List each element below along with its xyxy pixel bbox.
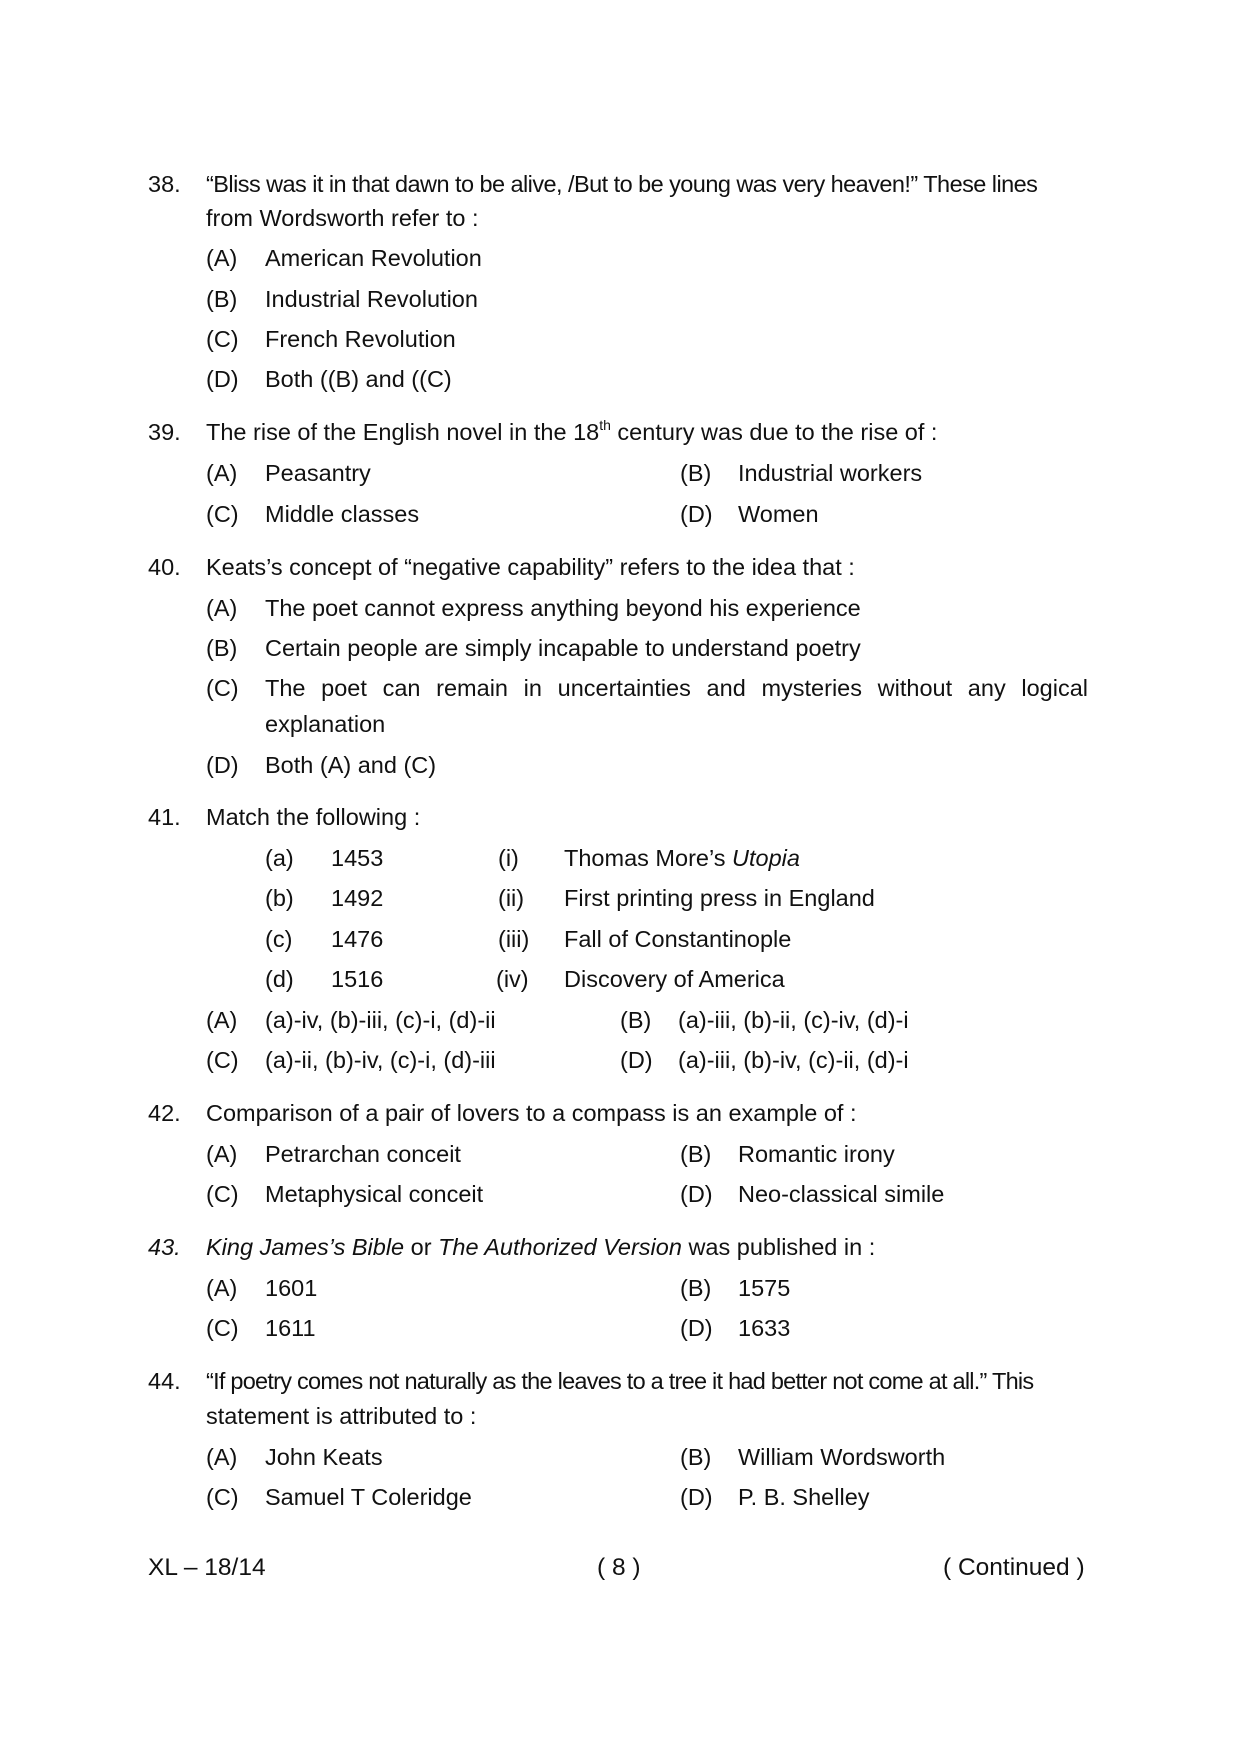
option-label: (D)	[620, 1047, 653, 1073]
option-text: Certain people are simply incapable to understand poetry	[265, 635, 861, 661]
question-number: 40.	[148, 554, 181, 580]
option-label: (C)	[206, 326, 239, 352]
option-label: (A)	[206, 1007, 238, 1033]
option-label: (A)	[206, 1275, 238, 1301]
question-number: 42.	[148, 1100, 181, 1126]
option-label: (D)	[680, 1484, 713, 1510]
question-number: 38.	[148, 171, 181, 197]
option-text: (a)-iv, (b)-iii, (c)-i, (d)-ii	[265, 1007, 496, 1033]
page-number: ( 8 )	[597, 1554, 641, 1581]
option-label: (B)	[206, 286, 238, 312]
option-label: (B)	[680, 460, 712, 486]
option-label: (D)	[680, 1181, 713, 1207]
option-text: 1633	[738, 1315, 791, 1341]
question-stem: The rise of the English novel in the 18th century was due to the rise of :	[206, 417, 938, 445]
match-event: Discovery of America	[564, 966, 785, 992]
option-label: (A)	[206, 460, 238, 486]
option-label: (C)	[206, 501, 239, 527]
option-text: (a)-ii, (b)-iv, (c)-i, (d)-iii	[265, 1047, 496, 1073]
option-text: Peasantry	[265, 460, 371, 486]
option-text: 1601	[265, 1275, 318, 1301]
match-roman: (iii)	[498, 926, 530, 952]
match-year: 1453	[331, 845, 384, 871]
option-label: (C)	[206, 1181, 239, 1207]
option-text: Industrial workers	[738, 460, 923, 486]
question-number: 44.	[148, 1368, 181, 1394]
paper-code: XL – 18/14	[148, 1554, 266, 1581]
question-number: 43.	[148, 1234, 181, 1260]
option-label: (C)	[206, 1484, 239, 1510]
option-text-continued: explanation	[265, 711, 386, 737]
option-text: Romantic irony	[738, 1141, 895, 1167]
match-roman: (ii)	[498, 885, 525, 911]
match-letter: (a)	[265, 845, 294, 871]
question-number: 41.	[148, 804, 181, 830]
option-text: Neo-classical simile	[738, 1181, 945, 1207]
option-label: (D)	[206, 366, 239, 392]
match-year: 1476	[331, 926, 384, 952]
option-label: (D)	[206, 752, 239, 778]
option-text: P. B. Shelley	[738, 1484, 870, 1510]
match-event: First printing press in England	[564, 885, 875, 911]
question-stem: “If poetry comes not naturally as the leaves to a tree it had better not come at all.” This	[206, 1368, 1034, 1394]
question-stem: statement is attributed to :	[206, 1403, 477, 1429]
match-roman: (iv)	[496, 966, 529, 992]
option-text: (a)-iii, (b)-iv, (c)-ii, (d)-i	[678, 1047, 909, 1073]
match-event: Thomas More’s Utopia	[564, 845, 800, 871]
match-event: Fall of Constantinople	[564, 926, 792, 952]
option-label: (B)	[680, 1275, 712, 1301]
option-label: (D)	[680, 1315, 713, 1341]
option-label: (C)	[206, 675, 239, 701]
option-label: (B)	[620, 1007, 652, 1033]
match-year: 1492	[331, 885, 384, 911]
option-text: Both ((B) and ((C)	[265, 366, 452, 392]
option-label: (A)	[206, 1444, 238, 1470]
option-label: (A)	[206, 245, 238, 271]
option-label: (D)	[680, 501, 713, 527]
option-label: (C)	[206, 1047, 239, 1073]
option-text: Metaphysical conceit	[265, 1181, 484, 1207]
match-letter: (b)	[265, 885, 294, 911]
option-text: Petrarchan conceit	[265, 1141, 461, 1167]
option-text: The poet can remain in uncertainties and mysteries without any logical	[265, 675, 1088, 701]
option-text: Samuel T Coleridge	[265, 1484, 472, 1510]
question-number: 39.	[148, 419, 181, 445]
option-label: (B)	[680, 1444, 712, 1470]
question-stem: Match the following :	[206, 804, 421, 830]
option-text: Women	[738, 501, 819, 527]
option-label: (C)	[206, 1315, 239, 1341]
option-label: (A)	[206, 1141, 238, 1167]
continued-label: ( Continued )	[943, 1554, 1085, 1581]
option-text: Middle classes	[265, 501, 420, 527]
option-text: American Revolution	[265, 245, 482, 271]
match-letter: (c)	[265, 926, 293, 952]
option-text: Both (A) and (C)	[265, 752, 437, 778]
option-text: 1575	[738, 1275, 791, 1301]
match-roman: (i)	[498, 845, 519, 871]
option-text: Industrial Revolution	[265, 286, 478, 312]
option-label: (B)	[206, 635, 238, 661]
match-letter: (d)	[265, 966, 294, 992]
option-label: (B)	[680, 1141, 712, 1167]
question-stem: Comparison of a pair of lovers to a compass is an example of :	[206, 1100, 857, 1126]
question-stem: Keats’s concept of “negative capability” refers to the idea that :	[206, 554, 855, 580]
option-text: French Revolution	[265, 326, 456, 352]
option-text: (a)-iii, (b)-ii, (c)-iv, (d)-i	[678, 1007, 909, 1033]
question-stem: from Wordsworth refer to :	[206, 205, 479, 231]
question-stem: King James’s Bible or The Authorized Version was published in :	[206, 1234, 876, 1260]
option-text: The poet cannot express anything beyond his experience	[265, 595, 861, 621]
match-year: 1516	[331, 966, 384, 992]
option-text: John Keats	[265, 1444, 383, 1470]
option-text: William Wordsworth	[738, 1444, 946, 1470]
question-stem: “Bliss was it in that dawn to be alive, /But to be young was very heaven!” These lines	[206, 171, 1038, 197]
option-label: (A)	[206, 595, 238, 621]
option-text: 1611	[265, 1315, 316, 1341]
